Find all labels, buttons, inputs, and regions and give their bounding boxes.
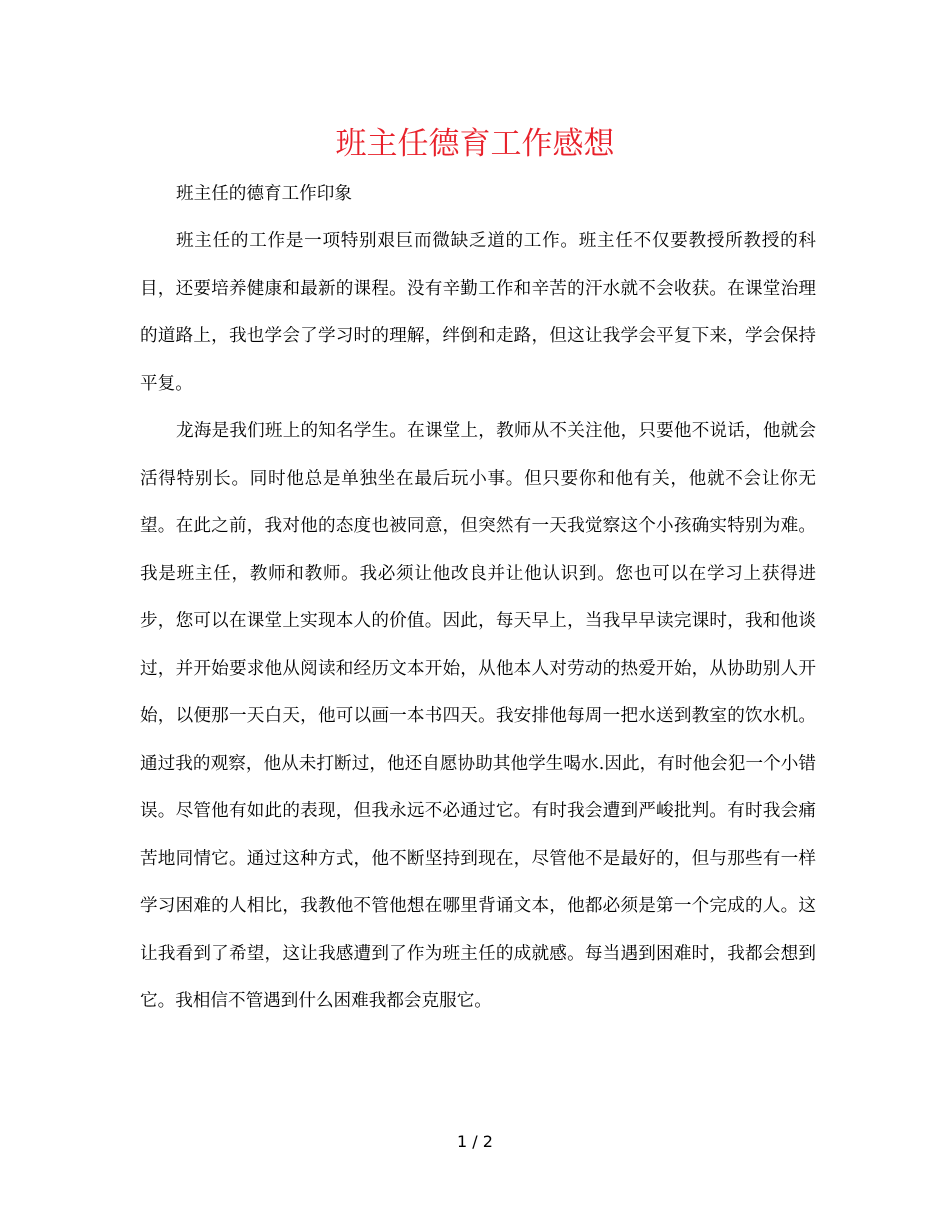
page-number: 1 / 2 <box>457 1132 493 1151</box>
document-title: 班主任德育工作感想 <box>335 126 615 162</box>
paragraph: 班主任的工作是一项特别艰巨而微缺乏道的工作。班主任不仅要教授所教授的科目，还要培养健康和最新的课程。没有辛勤工作和辛苦的汗水就不会收获。在课堂治理的道路上，我也学会了学习时的理解，绊倒和走路，但这让我学会平复下来，学会保持平复。 <box>140 231 816 394</box>
document-subtitle: 班主任的德育工作印象 <box>176 184 352 204</box>
paragraph: 龙海是我们班上的知名学生。在课堂上，教师从不关注他，只要他不说话，他就会活得特别长。同时他总是单独坐在最后玩小事。但只要你和他有关，他就不会让你无望。在此之前，我对他的态度也被同意，但突然有一天我觉察这个小孩确实特别为难。我是班主任，教师和教师。我必须让他改良并让他认识到。您也可以在学习上获得进步，您可以在课堂上实现本人的价值。因此，每天早上，当我早早读完课时，我和他谈过，并开始要求他从阅读和经历文本开始，从他本人对劳动的热爱开始，从协助别人开始，以便那一天白天，他可以画一本书四天。我安排他每周一把水送到教室的饮水机。通过我的观察，他从未打断过，他还自愿协助其他学生喝水.因此，有时他会犯一个小错误。尽管他有如此的表现，但我永远不必通过它。有时我会遭到严峻批判。有时我会痛苦地同情它。通过这种方式，他不断坚持到现在，尽管他不是最好的，但与那些有一样学习困难的人相比，我教他不管他想在哪里背诵文本，他都必须是第一个完成的人。这让我看到了希望，这让我感遭到了作为班主任的成就感。每当遇到困难时，我都会想到它。我相信不管遇到什么困难我都会克服它。 <box>140 421 816 1011</box>
